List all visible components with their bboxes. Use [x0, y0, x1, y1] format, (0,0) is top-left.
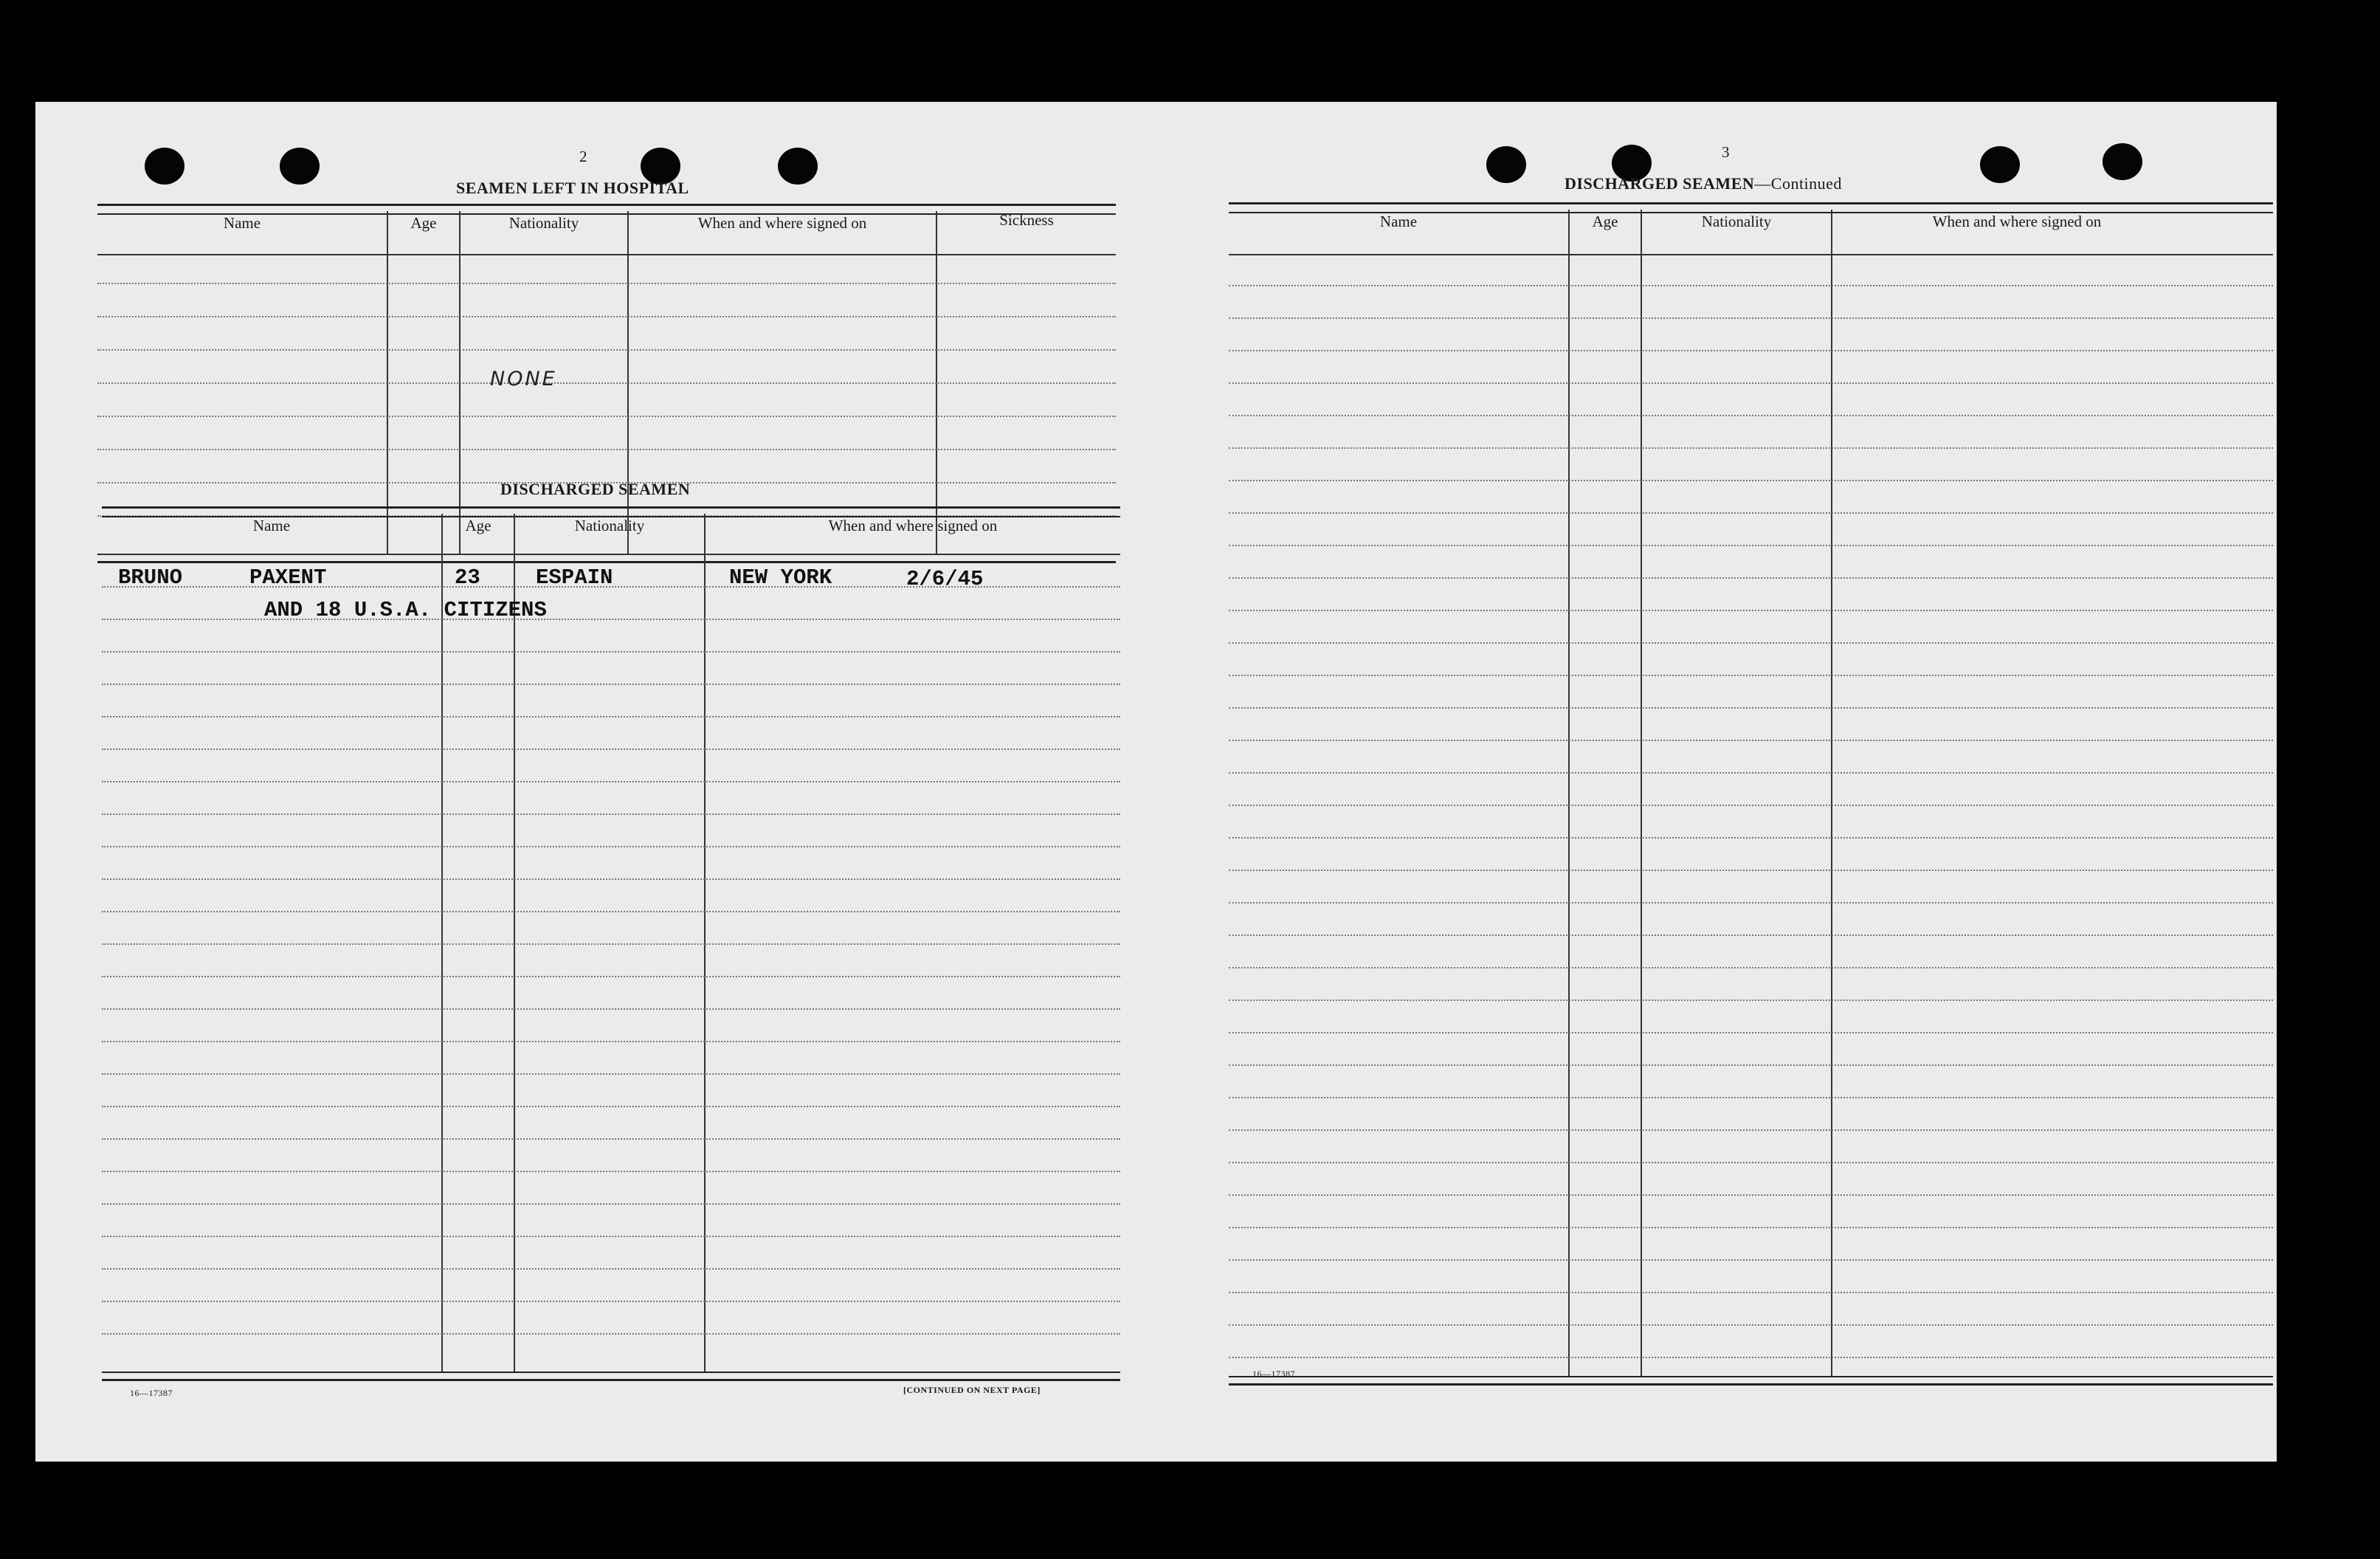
hospital-entry-none: NONE [490, 368, 557, 390]
col-header-signed-on: When and where signed on [828, 517, 998, 534]
seaman-signed-on-place: NEW YORK [729, 565, 832, 590]
seaman-signed-on-date: 2/6/45 [906, 567, 984, 591]
continued-note: [CONTINUED ON NEXT PAGE] [903, 1385, 1041, 1395]
col-header-age: Age [1592, 213, 1618, 230]
col-header-name: Name [252, 517, 291, 534]
col-header-name: Name [223, 214, 261, 232]
punch-hole [2103, 143, 2142, 180]
page-number: 2 [579, 148, 587, 165]
col-header-signed-on: When and where signed on [1932, 213, 2102, 230]
col-header-age: Age [465, 517, 491, 534]
discharged-continued-table [1229, 202, 2273, 1382]
punch-hole [1486, 146, 1526, 183]
col-header-sickness: Sickness [999, 211, 1054, 229]
heading-title: DISCHARGED SEAMEN [1565, 174, 1755, 193]
col-header-signed-on: When and where signed on [697, 214, 867, 232]
seaman-first-name: BRUNO [118, 565, 183, 590]
discharged-heading: DISCHARGED SEAMEN [500, 480, 691, 498]
heading-suffix: —Continued [1754, 174, 1842, 193]
punch-hole [778, 148, 818, 185]
discharged-continued-heading [1565, 174, 1842, 193]
page-number: 3 [1722, 143, 1730, 161]
form-number: 16—17387 [130, 1388, 173, 1398]
hospital-heading: SEAMEN LEFT IN HOSPITAL [456, 179, 689, 197]
form-number: 16—17387 [1252, 1369, 1295, 1379]
col-header-name: Name [1379, 213, 1418, 230]
punch-hole [1980, 146, 2020, 183]
seaman-last-name: PAXENT [249, 565, 327, 590]
citizens-note: AND 18 U.S.A. CITIZENS [264, 598, 547, 622]
col-header-age: Age [410, 214, 437, 232]
punch-hole [145, 148, 184, 185]
punch-hole [280, 148, 320, 185]
col-header-nationality: Nationality [508, 214, 579, 232]
seaman-nationality: ESPAIN [536, 565, 613, 590]
right-page [1148, 102, 2277, 1462]
left-page [35, 102, 1157, 1462]
discharged-table [102, 506, 1120, 1377]
seaman-age: 23 [455, 565, 480, 590]
col-header-nationality: Nationality [574, 517, 645, 534]
col-header-nationality: Nationality [1701, 213, 1772, 230]
